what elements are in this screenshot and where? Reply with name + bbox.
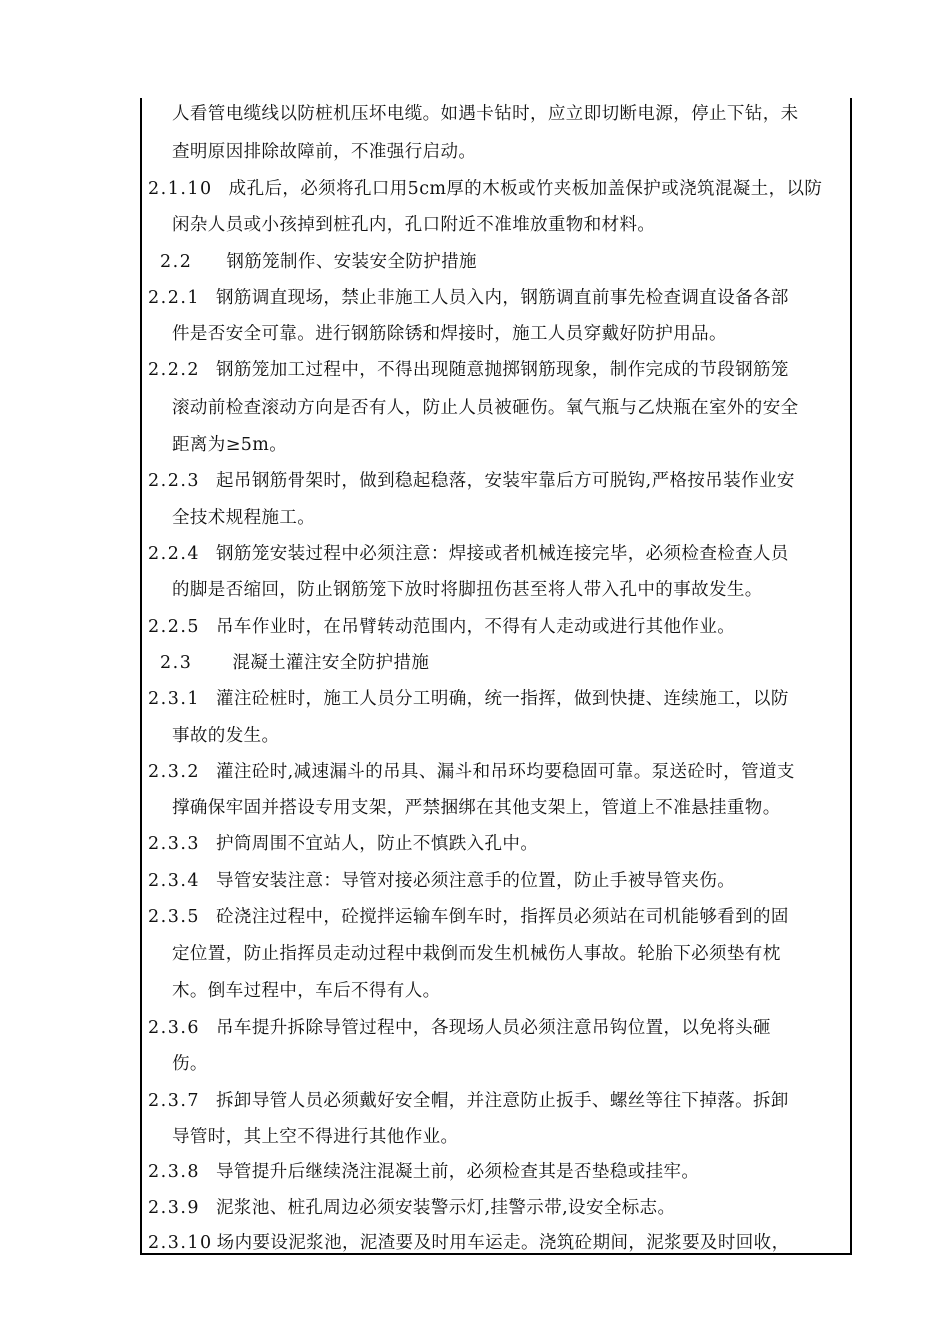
clause-number: 2.1.10	[148, 179, 213, 199]
paragraph-line: 闲杂人员或小孩掉到桩孔内，孔口附近不准堆放重物和材料。	[172, 215, 656, 235]
clause-number: 2.3.4	[148, 871, 201, 891]
clause-2-2-5: 2.2.5 吊车作业时，在吊臂转动范围内，不得有人走动或进行其他作业。	[148, 617, 736, 637]
paragraph-line: 伤。	[172, 1054, 208, 1074]
clause-number: 2.3.9	[148, 1198, 201, 1218]
clause-number: 2.3.3	[148, 834, 201, 854]
clause-2-2-3: 2.2.3 起吊钢筋骨架时，做到稳起稳落，安装牢靠后方可脱钩,严格按吊装作业安	[148, 471, 795, 491]
clause-2-3-7: 2.3.7 拆卸导管人员必须戴好安全帽，并注意防止扳手、螺丝等往下掉落。拆卸	[148, 1091, 789, 1111]
clause-number: 2.3.6	[148, 1018, 201, 1038]
clause-2-3-1: 2.3.1 灌注砼桩时，施工人员分工明确，统一指挥，做到快捷、连续施工，以防	[148, 689, 789, 709]
paragraph-line: 距离为≥5m。	[172, 435, 288, 455]
paragraph-line: 木。倒车过程中，车后不得有人。	[172, 981, 441, 1001]
clause-number: 2.3.2	[148, 762, 201, 782]
section-number: 2.3	[160, 653, 193, 673]
clause-2-3-9: 2.3.9 泥浆池、桩孔周边必须安装警示灯,挂警示带,设安全标志。	[148, 1198, 676, 1218]
clause-number: 2.3.10	[148, 1233, 213, 1253]
clause-2-3-2: 2.3.2 灌注砼时,减速漏斗的吊具、漏斗和吊环均要稳固可靠。泵送砼时，管道支	[148, 762, 795, 782]
clause-2-2-1: 2.2.1 钢筋调直现场，禁止非施工人员入内，钢筋调直前事先检查调直设备各部	[148, 288, 789, 308]
clause-2-3-5: 2.3.5 砼浇注过程中，砼搅拌运输车倒车时，指挥员必须站在司机能够看到的固	[148, 907, 789, 927]
paragraph-line: 人看管电缆线以防桩机压坏电缆。如遇卡钻时，应立即切断电源，停止下钻，未	[172, 104, 799, 124]
paragraph-line: 定位置，防止指挥员走动过程中栽倒而发生机械伤人事故。轮胎下必须垫有枕	[172, 944, 781, 964]
paragraph-line: 查明原因排除故障前，不准强行启动。	[172, 142, 477, 162]
clause-2-3-6: 2.3.6 吊车提升拆除导管过程中，各现场人员必须注意吊钩位置，以免将头砸	[148, 1018, 771, 1038]
paragraph-line: 导管时，其上空不得进行其他作业。	[172, 1127, 459, 1147]
clause-number: 2.2.3	[148, 471, 201, 491]
section-heading-2-3: 2.3 混凝土灌注安全防护措施	[160, 653, 430, 673]
paragraph-line: 滚动前检查滚动方向是否有人，防止人员被砸伤。氧气瓶与乙炔瓶在室外的安全	[172, 398, 799, 418]
clause-2-3-10: 2.3.10 场内要设泥浆池，泥渣要及时用车运走。浇筑砼期间，泥浆要及时回收，	[148, 1233, 790, 1253]
clause-2-2-2: 2.2.2 钢筋笼加工过程中，不得出现随意抛掷钢筋现象，制作完成的节段钢筋笼	[148, 360, 789, 380]
clause-number: 2.3.5	[148, 907, 201, 927]
clause-number: 2.3.8	[148, 1162, 201, 1182]
paragraph-line: 全技术规程施工。	[172, 508, 316, 528]
clause-number: 2.2.2	[148, 360, 201, 380]
clause-number: 2.2.1	[148, 288, 201, 308]
section-number: 2.2	[160, 252, 193, 272]
clause-2-3-4: 2.3.4 导管安装注意：导管对接必须注意手的位置，防止手被导管夹伤。	[148, 871, 736, 891]
clause-2-1-10: 2.1.10 成孔后，必须将孔口用5cm厚的木板或竹夹板加盖保护或浇筑混凝土，以防	[148, 179, 823, 199]
clause-2-2-4: 2.2.4 钢筋笼安装过程中必须注意：焊接或者机械连接完毕，必须检查检查人员	[148, 544, 789, 564]
paragraph-line: 事故的发生。	[172, 726, 280, 746]
paragraph-line: 件是否安全可靠。进行钢筋除锈和焊接时，施工人员穿戴好防护用品。	[172, 324, 727, 344]
clause-2-3-3: 2.3.3 护筒周围不宜站人，防止不慎跌入孔中。	[148, 834, 539, 854]
paragraph-line: 的脚是否缩回，防止钢筋笼下放时将脚扭伤甚至将人带入孔中的事故发生。	[172, 580, 763, 600]
paragraph-line: 撑确保牢固并搭设专用支架，严禁捆绑在其他支架上，管道上不准悬挂重物。	[172, 798, 781, 818]
clause-2-3-8: 2.3.8 导管提升后继续浇注混凝土前，必须检查其是否垫稳或挂牢。	[148, 1162, 700, 1182]
section-heading-2-2: 2.2 钢筋笼制作、安装安全防护措施	[160, 252, 477, 272]
clause-number: 2.2.5	[148, 617, 201, 637]
clause-number: 2.3.1	[148, 689, 201, 709]
clause-number: 2.2.4	[148, 544, 201, 564]
clause-number: 2.3.7	[148, 1091, 201, 1111]
